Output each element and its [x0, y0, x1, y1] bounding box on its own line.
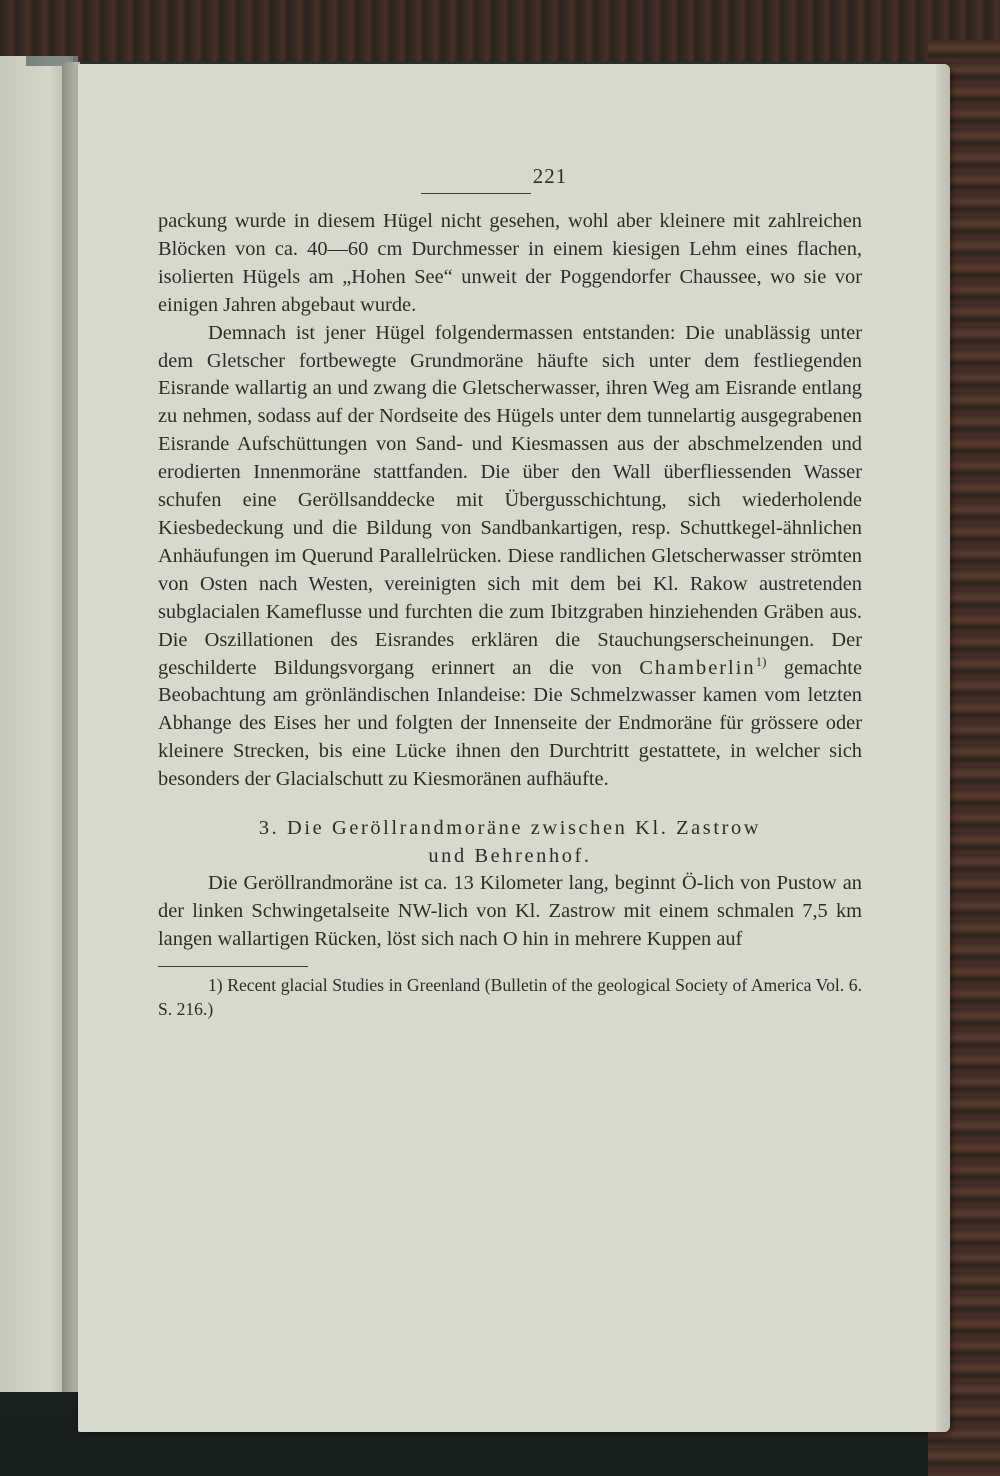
book-page — [78, 64, 950, 1432]
paragraph-continuation: gemachte Beobachtung am grönländischen Inlandeise: Die Schmelzwasser kamen vom letzten Abhange des Eises her und folgten der Innenseite der Endmoräne für grössere oder kleinere Strecken, bis eine Lücke ihnen den Durchtritt gestattete, in welcher sich besonders der Glacialschutt zu Kiesmoränen aufhäufte. — [158, 656, 862, 791]
footnote-rule — [158, 966, 308, 967]
footnote — [158, 973, 862, 1021]
section-heading-line-2: und Behrenhof. — [428, 845, 592, 868]
page-text-block — [158, 164, 862, 1021]
section-heading — [158, 814, 862, 870]
page-number: 221 — [532, 164, 568, 188]
paragraph: packung wurde in diesem Hügel nicht gesehen, wohl aber kleinere mit zahlreichen Blöcken von ca. 40—60 cm Durchmesser in einem kiesigen Lehm eines flachen, isolierten Hügels am „Hohen See“ unweit der Poggendorfer Chaussee, wo sie vor einigen Jahren abgebaut wurde. — [158, 210, 862, 316]
page-fore-edge — [936, 64, 950, 1432]
body-text — [158, 208, 862, 794]
footnote-marker: 1) — [755, 653, 767, 669]
section-body — [158, 870, 862, 954]
cited-author: Chamberlin — [639, 656, 756, 679]
paragraph-text: Demnach ist jener Hügel folgendermassen entstanden: Die unablässig unter dem Gletscher fortbewegte Grundmoräne häufte sich unter dem festliegenden Eisrande wallartig an und zwang die Gletscherwasser, ihren Weg am Eisrande entlang zu nehmen, sodass auf der Nordseite des Hügels unter dem tunnelartig ausgegrabenen Eisrande Aufschüttungen von Sand- und Kiesmassen aus der abschmelzenden und erodierten Innenmoräne stattfanden. Die über den Wall überfliessenden Wasser schufen eine Geröllsanddecke mit Übergusschichtung, sich wiederholende Kiesbedeckung und die Bildung von Sandbankartigen, resp. Schuttkegel-ähnlichen Anhäufungen im Querund Parallelrücken. Diese randlichen Gletscherwasser strömten von Osten nach Westen, vereinigten sich mit dem bei Kl. Rakow austretenden subglacialen Kameflusse und furchten die zum Ibitzgraben hinziehenden Gräben aus. Die Oszillationen des Eisrandes erklären die Stauchungserscheinungen. Der geschilderte Bildungsvorgang erinnert an die von — [158, 321, 862, 679]
footnote-text: 1) Recent glacial Studies in Greenland (Bulletin of the geological Society of America Vol. 6. S. 216.) — [158, 974, 862, 1019]
paragraph — [158, 320, 862, 794]
paragraph: Die Geröllrandmoräne ist ca. 13 Kilometer lang, beginnt Ö-lich von Pustow an der linken Schwingetalseite NW-lich von Kl. Zastrow mit einem schmalen 7,5 km langen wallartigen Rücken, löst sich nach O hin in mehrere Kuppen auf — [158, 872, 862, 950]
page-number-rule — [421, 193, 531, 194]
book-cover-edge-top — [0, 0, 1000, 62]
section-heading-line-1: 3. Die Geröllrandmoräne zwischen Kl. Zastrow — [258, 817, 762, 840]
